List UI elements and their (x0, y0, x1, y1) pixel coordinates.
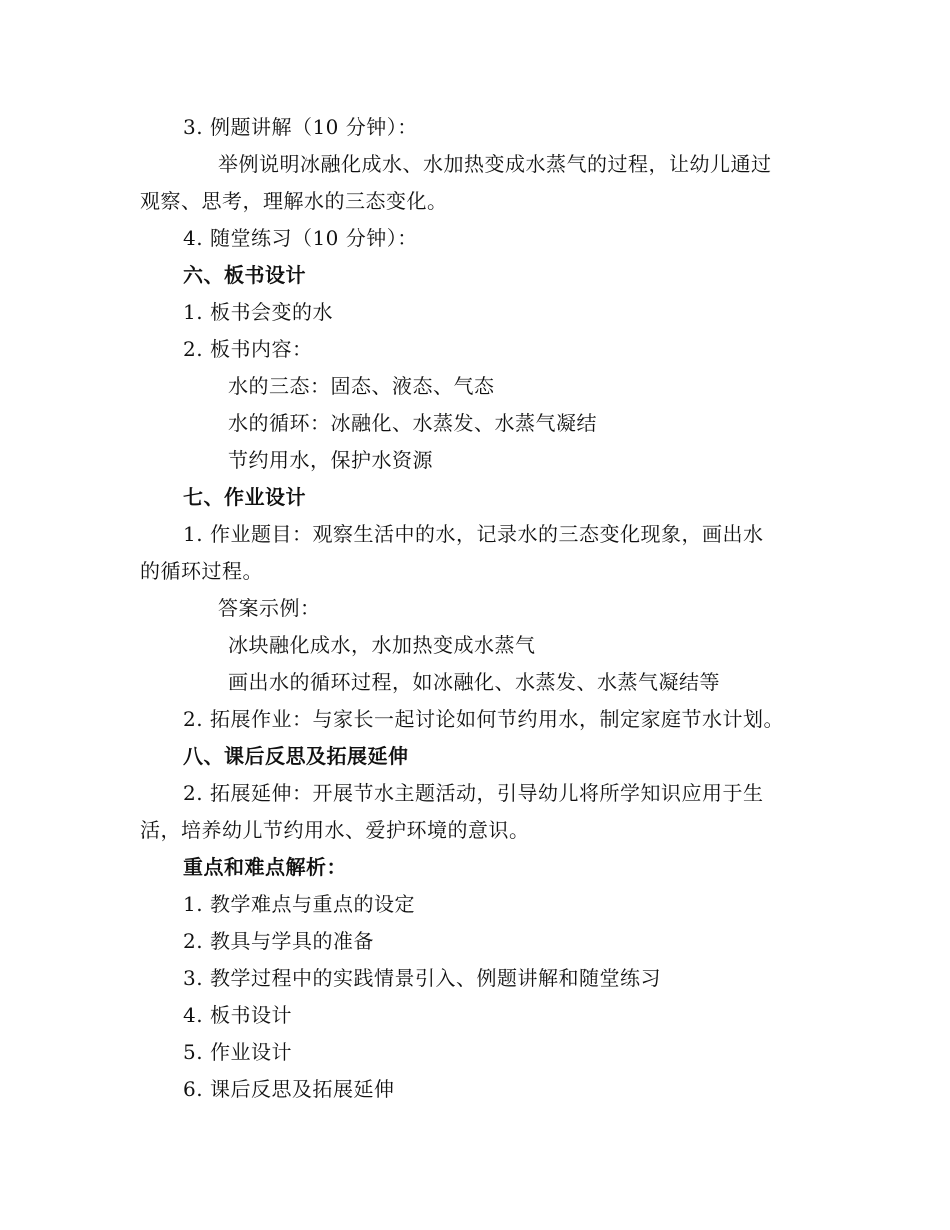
text-line: 活，培养幼儿节约用水、爱护环境的意识。 (140, 818, 530, 842)
text-line: 画出水的循环过程，如冰融化、水蒸发、水蒸气凝结等 (228, 670, 720, 694)
text-line: 2. 板书内容： (183, 337, 313, 361)
section-heading: 重点和难点解析： (183, 855, 347, 879)
text-line: 2. 拓展延伸：开展节水主题活动，引导幼儿将所学知识应用于生 (183, 781, 764, 805)
section-heading: 六、板书设计 (183, 263, 306, 287)
text-line: 2. 拓展作业：与家长一起讨论如何节约用水，制定家庭节水计划。 (183, 707, 784, 731)
text-line: 观察、思考，理解水的三态变化。 (140, 189, 448, 213)
text-line: 的循环过程。 (140, 559, 263, 583)
text-line: 4. 板书设计 (183, 1003, 292, 1027)
text-line: 答案示例： (218, 596, 321, 620)
text-line: 举例说明冰融化成水、水加热变成水蒸气的过程，让幼儿通过 (218, 152, 772, 176)
text-line: 3. 教学过程中的实践情景引入、例题讲解和随堂练习 (183, 966, 661, 990)
section-heading: 八、课后反思及拓展延伸 (183, 744, 409, 768)
text-line: 5. 作业设计 (183, 1040, 292, 1064)
text-line: 3. 例题讲解（10 分钟）： (183, 115, 418, 139)
section-heading: 七、作业设计 (183, 485, 306, 509)
text-line: 4. 随堂练习（10 分钟）： (183, 226, 418, 250)
text-line: 1. 作业题目：观察生活中的水，记录水的三态变化现象，画出水 (183, 522, 764, 546)
text-line: 2. 教具与学具的准备 (183, 929, 374, 953)
text-line: 1. 板书会变的水 (183, 300, 333, 324)
text-line: 节约用水，保护水资源 (228, 448, 433, 472)
text-line: 6. 课后反思及拓展延伸 (183, 1077, 395, 1101)
text-line: 水的循环：冰融化、水蒸发、水蒸气凝结 (228, 411, 597, 435)
text-line: 1. 教学难点与重点的设定 (183, 892, 415, 916)
text-line: 水的三态：固态、液态、气态 (228, 374, 495, 398)
text-line: 冰块融化成水，水加热变成水蒸气 (228, 633, 536, 657)
